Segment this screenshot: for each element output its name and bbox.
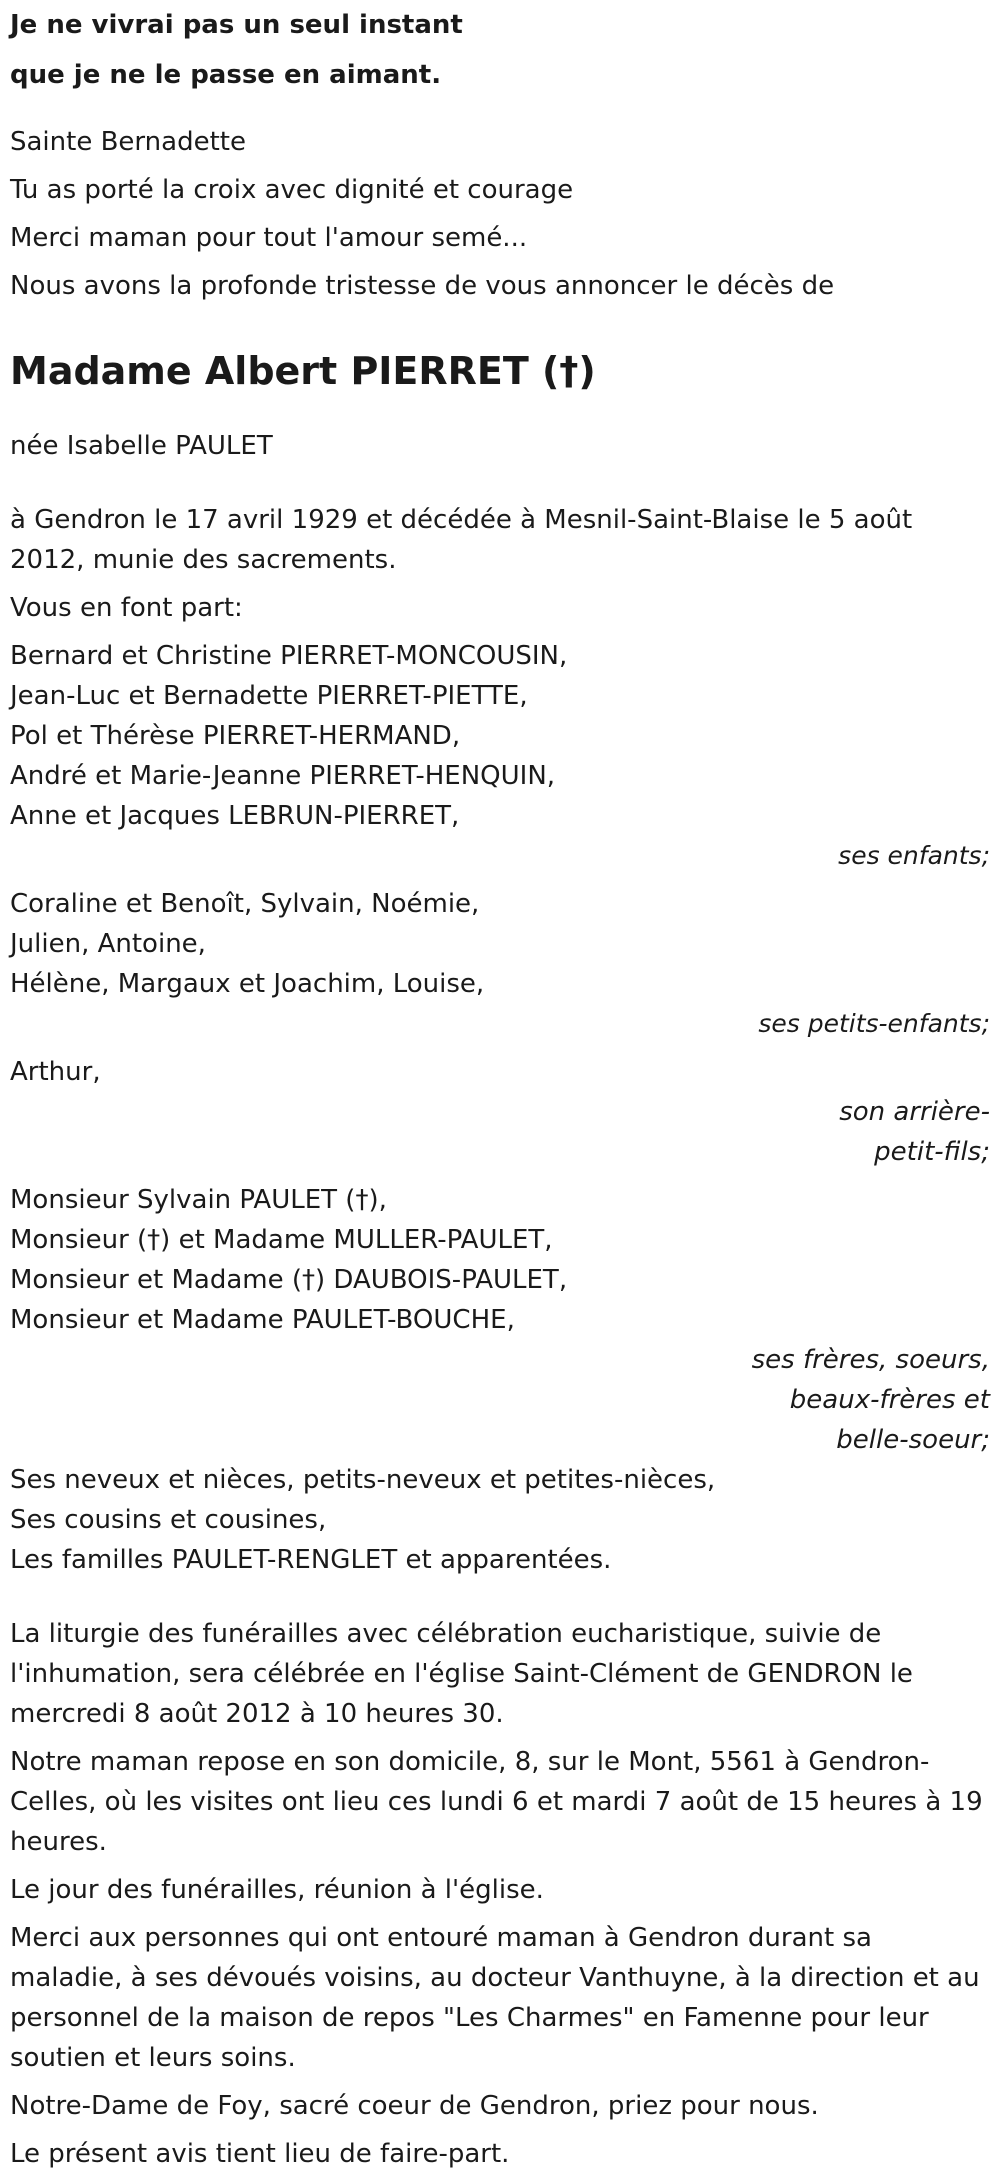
list-item: Monsieur (†) et Madame MULLER-PAULET,	[10, 1225, 553, 1255]
intro-text	[10, 122, 990, 306]
siblings-list	[10, 1180, 990, 1460]
list-item: Monsieur Sylvain PAULET (†),	[10, 1185, 387, 1215]
intro-line: Tu as porté la croix avec dignité et courage	[10, 175, 574, 205]
funeral-details	[10, 1614, 990, 2174]
grandchildren-list	[10, 884, 990, 1044]
children-list	[10, 636, 990, 876]
intro-line: Sainte Bernadette	[10, 127, 246, 157]
maiden-name: née Isabelle PAULET	[10, 431, 273, 461]
quote-line: que je ne le passe en aimant.	[10, 60, 442, 90]
intro-line: Merci maman pour tout l'amour semé...	[10, 223, 528, 253]
notice-paragraph: Le présent avis tient lieu de faire-part.	[10, 2139, 510, 2169]
announce-line: Vous en font part:	[10, 593, 243, 623]
relation-label-line: ses frères, soeurs,	[751, 1345, 990, 1375]
intro-line: Nous avons la profonde tristesse de vous annoncer le décès de	[10, 271, 835, 301]
list-item: Coraline et Benoît, Sylvain, Noémie,	[10, 889, 480, 919]
list-item: Hélène, Margaux et Joachim, Louise,	[10, 969, 485, 999]
prayer-paragraph: Notre-Dame de Foy, sacré coeur de Gendron, priez pour nous.	[10, 2091, 819, 2121]
relation-label: ses enfants;	[838, 841, 990, 870]
meeting-paragraph: Le jour des funérailles, réunion à l'église.	[10, 1875, 544, 1905]
list-item: Arthur,	[10, 1057, 101, 1087]
thanks-paragraph: Merci aux personnes qui ont entouré maman à Gendron durant sa maladie, à ses dévoués voisins, au docteur Vanthuyne, à la direction et au personnel de la maison de repos "Les Charmes" en Famenne pour leur soutien et leurs soins.	[10, 1923, 980, 2073]
list-item: Ses cousins et cousines,	[10, 1505, 327, 1535]
relation-label-line: belle-soeur;	[836, 1425, 990, 1455]
deceased-name: Madame Albert PIERRET (†)	[10, 349, 596, 393]
list-item: Ses neveux et nièces, petits-neveux et petites-nièces,	[10, 1465, 716, 1495]
liturgy-paragraph: La liturgie des funérailles avec célébration eucharistique, suivie de l'inhumation, sera célébrée en l'église Saint-Clément de GENDRON le mercredi 8 août 2012 à 10 heures 30.	[10, 1619, 913, 1729]
list-item: Pol et Thérèse PIERRET-HERMAND,	[10, 721, 461, 751]
relation-label-line: son arrière-	[839, 1097, 990, 1127]
quote-line: Je ne vivrai pas un seul instant	[10, 10, 463, 40]
list-item: Monsieur et Madame PAULET-BOUCHE,	[10, 1305, 515, 1335]
list-item: Monsieur et Madame (†) DAUBOIS-PAULET,	[10, 1265, 568, 1295]
relatives-list	[10, 1460, 990, 1580]
list-item: Jean-Luc et Bernadette PIERRET-PIETTE,	[10, 681, 528, 711]
relation-label-line: petit-fils;	[874, 1137, 990, 1167]
relation-label	[830, 1092, 990, 1172]
list-item: Anne et Jacques LEBRUN-PIERRET,	[10, 801, 460, 831]
list-item: Les familles PAULET-RENGLET et apparentées.	[10, 1545, 612, 1575]
list-item: Julien, Antoine,	[10, 929, 206, 959]
rest-paragraph: Notre maman repose en son domicile, 8, sur le Mont, 5561 à Gendron-Celles, où les visites ont lieu ces lundi 6 et mardi 7 août de 15 heures à 19 heures.	[10, 1747, 983, 1857]
birth-death-details: à Gendron le 17 avril 1929 et décédée à Mesnil-Saint-Blaise le 5 août 2012, munie des sacrements.	[10, 505, 913, 575]
list-item: Bernard et Christine PIERRET-MONCOUSIN,	[10, 641, 568, 671]
opening-quote	[10, 0, 990, 100]
relation-label-line: beaux-frères et	[789, 1385, 990, 1415]
great-grandchildren-list	[10, 1052, 990, 1172]
list-item: André et Marie-Jeanne PIERRET-HENQUIN,	[10, 761, 556, 791]
relation-label	[730, 1340, 990, 1460]
relation-label: ses petits-enfants;	[758, 1009, 990, 1038]
